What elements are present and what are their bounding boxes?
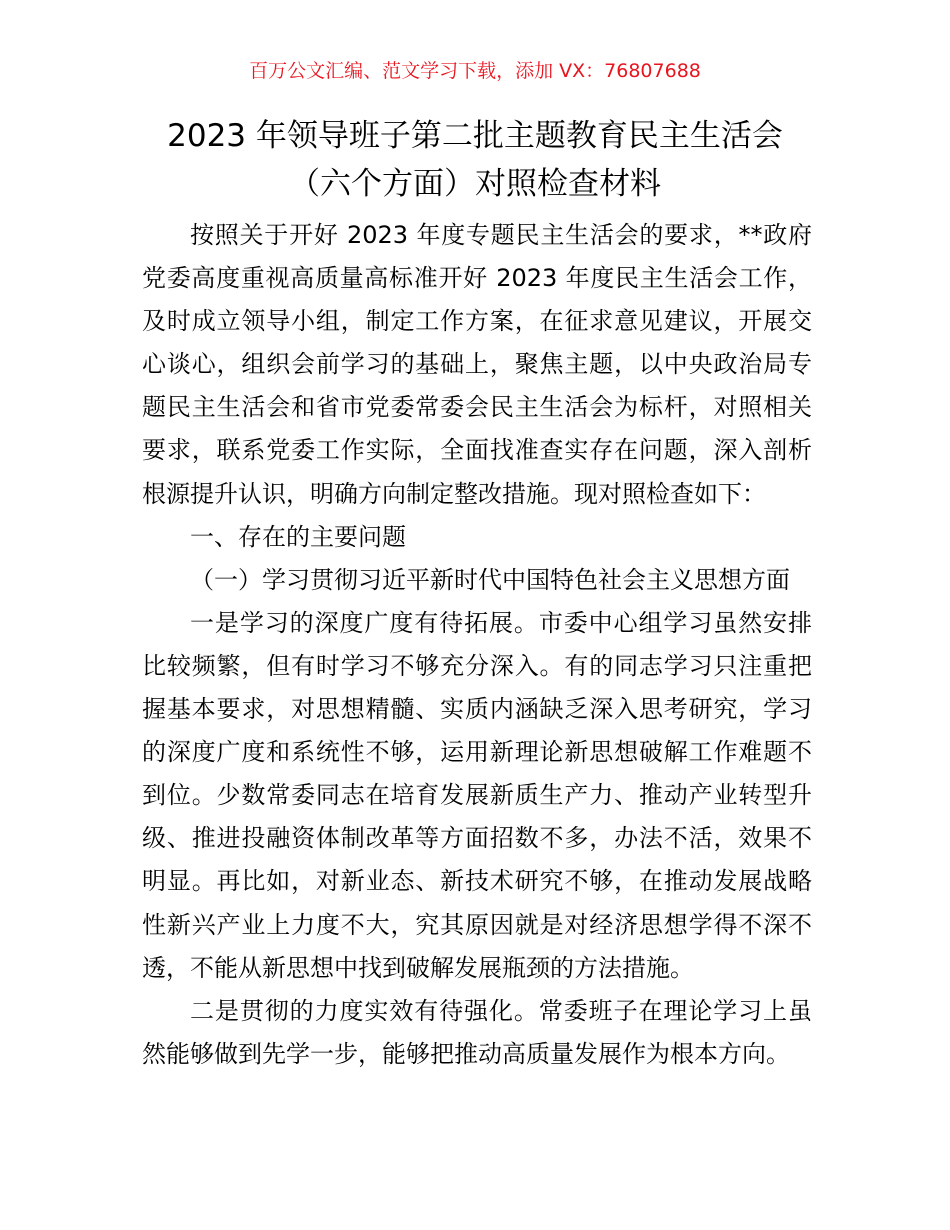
- point-two-paragraph: 二是贯彻的力度实效有待强化。常委班子在理论学习上虽然能够做到先学一步，能够把推动高质量发展作为根本方向。: [142, 996, 812, 1068]
- section-heading: 一、存在的主要问题: [190, 522, 406, 551]
- document-title-line-2: （六个方面）对照检查材料: [289, 166, 661, 202]
- document-title-line-1: 2023 年领导班子第二批主题教育民主生活会: [167, 118, 783, 154]
- subsection-heading: （一）学习贯彻习近平新时代中国特色社会主义思想方面: [190, 565, 790, 594]
- intro-paragraph: 按照关于开好 2023 年度专题民主生活会的要求，**政府党委高度重视高质量高标准开好 2023 年度民主生活会工作，及时成立领导小组，制定工作方案，在征求意见建议，开展交心谈心，组织会前学习的基础上，聚焦主题，以中央政治局专题民主生活会和省市党委常委会民主生活会为标杆，对照相关要求，联系党委工作实际，全面找准查实存在问题，深入剖析根源提升认识，明确方向制定整改措施。现对照检查如下：: [142, 221, 812, 508]
- watermark-banner: 百万公文汇编、范文学习下载，添加 VX：76807688: [249, 60, 701, 82]
- point-one-paragraph: 一是学习的深度广度有待拓展。市委中心组学习虽然安排比较频繁，但有时学习不够充分深入。有的同志学习只注重把握基本要求，对思想精髓、实质内涵缺乏深入思考研究，学习的深度广度和系统性不够，运用新理论新思想破解工作难题不到位。少数常委同志在培育发展新质生产力、推动产业转型升级、推进投融资体制改革等方面招数不多，办法不活，效果不明显。再比如，对新业态、新技术研究不够，在推动发展战略性新兴产业上力度不大，究其原因就是对经济思想学得不深不透，不能从新思想中找到破解发展瓶颈的方法措施。: [142, 608, 812, 982]
- document-body: [142, 214, 812, 1076]
